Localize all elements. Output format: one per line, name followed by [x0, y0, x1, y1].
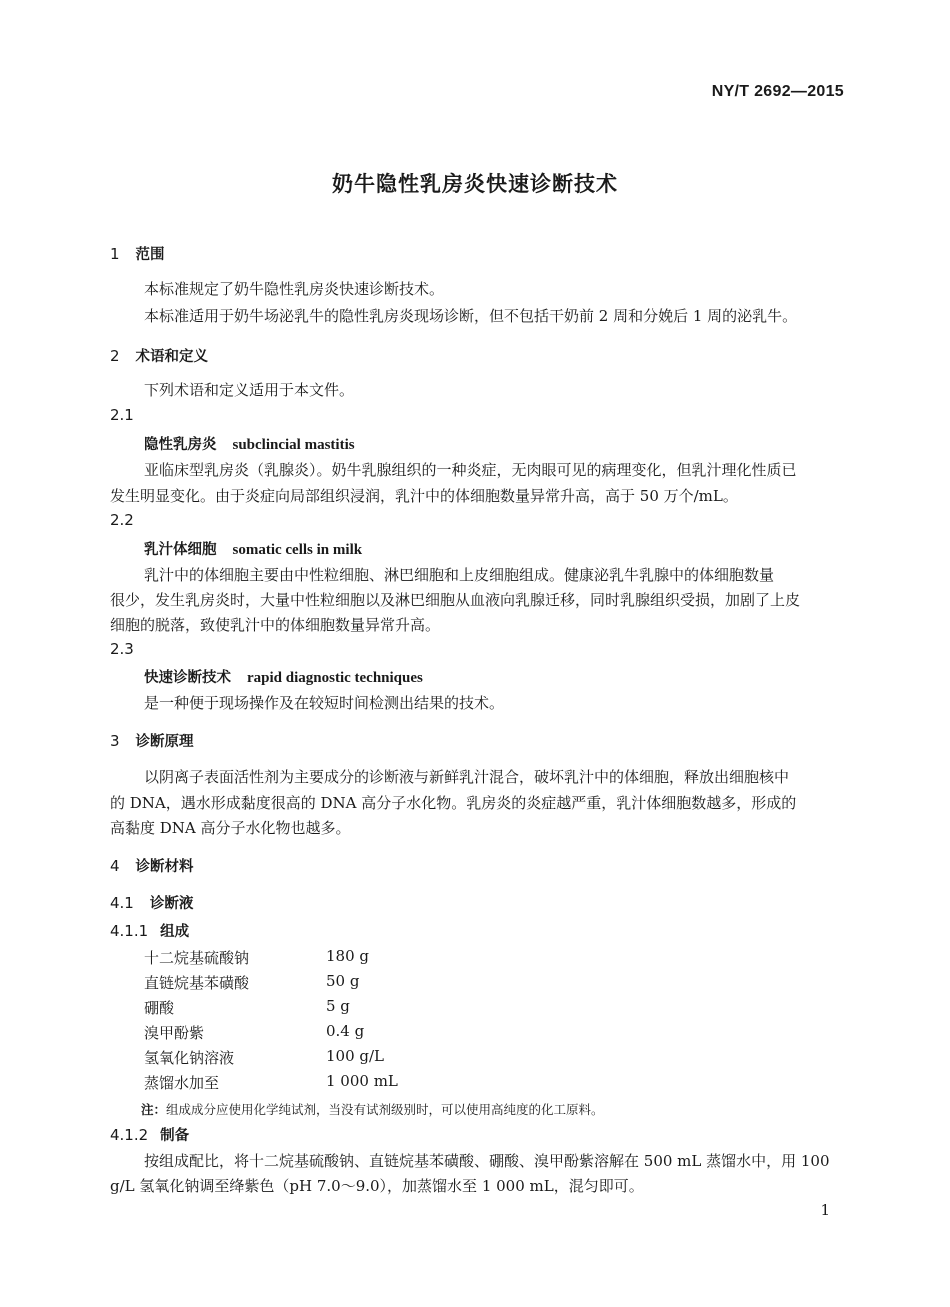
term-heading — [144, 666, 423, 687]
component-name: 硼酸 — [144, 999, 175, 1017]
clause-number: 2.1 — [110, 406, 134, 424]
component-amount: 180 g — [326, 947, 370, 965]
section-title: 诊断材料 — [135, 859, 194, 875]
standard-number: NY/T 2692—2015 — [711, 83, 844, 100]
component-amount: 1 000 mL — [326, 1072, 398, 1090]
paragraph: 本标准规定了奶牛隐性乳房炎快速诊断技术。 — [144, 280, 445, 298]
section-1-heading — [110, 243, 165, 264]
component-amount: 100 g/L — [326, 1047, 385, 1065]
note — [141, 1100, 604, 1118]
definition-line: 发生明显变化。由于炎症向局部组织浸润，乳汁中的体细胞数量异常升高，高于 50 万个/mL。 — [110, 487, 738, 505]
paragraph: 下列术语和定义适用于本文件。 — [144, 381, 355, 399]
section-number: 1 — [110, 245, 120, 263]
component-amount: 50 g — [326, 972, 360, 990]
subsection-4-1-heading — [110, 892, 193, 913]
section-4-heading — [110, 855, 194, 876]
component-name: 直链烷基苯磺酸 — [144, 974, 250, 992]
term-en: subclincial mastitis — [232, 437, 355, 453]
section-title: 诊断原理 — [135, 734, 194, 750]
section-title: 诊断液 — [149, 896, 194, 912]
paragraph-line: 高黏度 DNA 高分子水化物也越多。 — [110, 819, 351, 837]
term-heading — [144, 538, 362, 559]
paragraph-line: 的 DNA，遇水形成黏度很高的 DNA 高分子水化物。乳房炎的炎症越严重，乳汁体细胞数越多，形成的 — [110, 794, 797, 812]
subsection-4-1-1-heading — [110, 920, 189, 941]
section-3-heading — [110, 730, 194, 751]
section-number: 3 — [110, 732, 120, 750]
section-title: 组成 — [160, 924, 190, 940]
paragraph-line: g/L 氢氧化钠调至绛紫色（pH 7.0～9.0），加蒸馏水至 1 000 mL，混匀即可。 — [110, 1177, 644, 1195]
note-label: 注： — [141, 1102, 167, 1117]
section-title: 制备 — [160, 1128, 190, 1144]
section-number: 4.1 — [110, 894, 134, 912]
section-2-heading — [110, 345, 208, 366]
document-title: 奶牛隐性乳房炎快速诊断技术 — [332, 172, 618, 196]
component-name: 十二烷基硫酸钠 — [144, 949, 250, 967]
term-en: somatic cells in milk — [232, 542, 363, 558]
paragraph-line: 按组成配比，将十二烷基硫酸钠、直链烷基苯磺酸、硼酸、溴甲酚紫溶解在 500 mL 蒸馏水中，用 100 — [144, 1152, 830, 1170]
component-amount: 0.4 g — [326, 1022, 365, 1040]
section-number: 4.1.2 — [110, 1126, 149, 1144]
note-text: 组成成分应使用化学纯试剂，当没有试剂级别时，可以使用高纯度的化工原料。 — [166, 1102, 604, 1117]
section-number: 2 — [110, 347, 120, 365]
clause-number: 2.2 — [110, 511, 134, 529]
paragraph: 本标准适用于奶牛场泌乳牛的隐性乳房炎现场诊断，但不包括干奶前 2 周和分娩后 1 周的泌乳牛。 — [144, 307, 798, 325]
definition-line: 亚临床型乳房炎（乳腺炎）。奶牛乳腺组织的一种炎症，无肉眼可见的病理变化，但乳汁理化性质已 — [144, 461, 797, 479]
section-title: 范围 — [135, 247, 165, 263]
component-name: 蒸馏水加至 — [144, 1074, 220, 1092]
section-title: 术语和定义 — [135, 349, 209, 365]
term-heading — [144, 433, 355, 454]
paragraph-line: 以阴离子表面活性剂为主要成分的诊断液与新鲜乳汁混合，破坏乳汁中的体细胞，释放出细胞核中 — [144, 768, 790, 786]
term-cn: 快速诊断技术 — [144, 670, 231, 686]
term-en: rapid diagnostic techniques — [247, 670, 423, 686]
section-number: 4 — [110, 857, 120, 875]
component-name: 氢氧化钠溶液 — [144, 1049, 235, 1067]
clause-number: 2.3 — [110, 640, 134, 658]
page-number: 1 — [820, 1201, 830, 1219]
subsection-4-1-2-heading — [110, 1124, 189, 1145]
definition-line: 乳汁中的体细胞主要由中性粒细胞、淋巴细胞和上皮细胞组成。健康泌乳牛乳腺中的体细胞数量 — [144, 566, 775, 584]
definition-line: 是一种便于现场操作及在较短时间检测出结果的技术。 — [144, 694, 505, 712]
definition-line: 细胞的脱落，致使乳汁中的体细胞数量异常升高。 — [110, 616, 441, 634]
section-number: 4.1.1 — [110, 922, 149, 940]
component-amount: 5 g — [326, 997, 350, 1015]
definition-line: 很少，发生乳房炎时，大量中性粒细胞以及淋巴细胞从血液向乳腺迁移，同时乳腺组织受损，加剧了上皮 — [110, 591, 801, 609]
component-name: 溴甲酚紫 — [144, 1024, 205, 1042]
term-cn: 乳汁体细胞 — [144, 542, 217, 558]
term-cn: 隐性乳房炎 — [144, 437, 217, 453]
